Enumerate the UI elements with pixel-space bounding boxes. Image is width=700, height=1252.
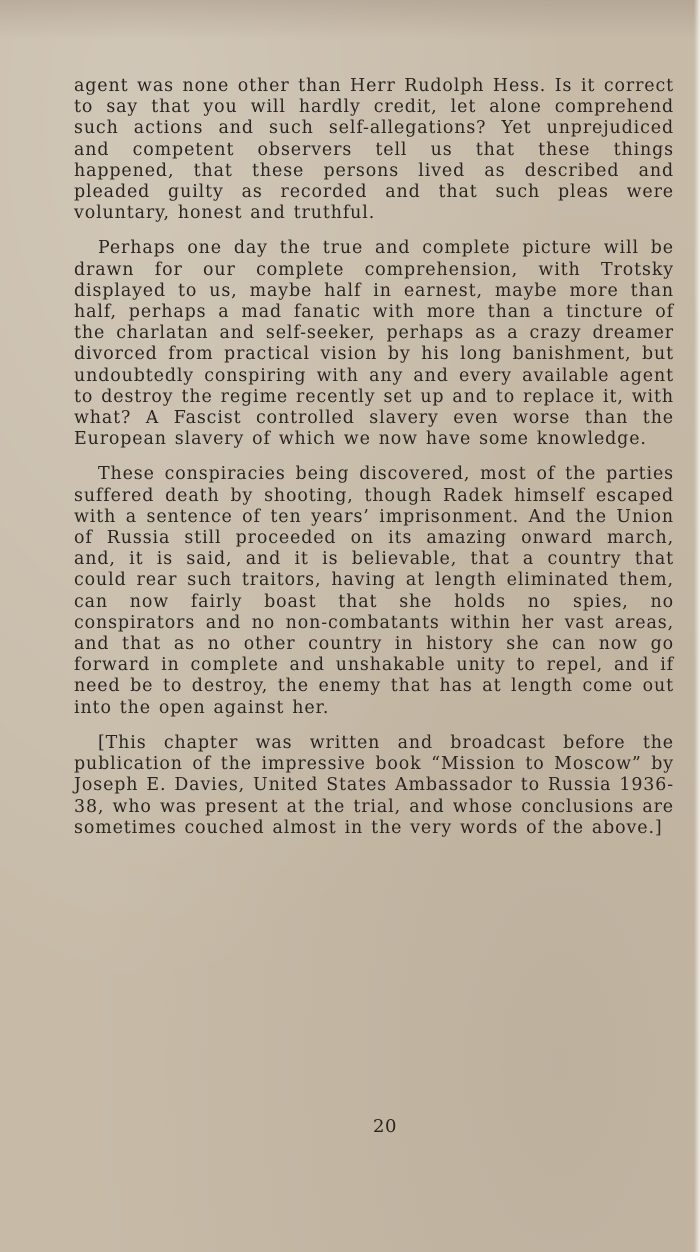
- paragraph-conspiracies: These conspiracies being discovered, most of the parties suffered death by shooting, though Radek himself escaped with a sentence of ten years’ imprisonment. And the Union of Russia still proceeded on its amazing onward march, and, it is said, and it is believable, that a country that could rear such traitors, having at length eliminated them, can now fairly boast that she holds no spies, no conspirators and no non-combatants within her vast areas, and that as no other country in history she can now go forward in complete and unshakable unity to repel, and if need be to destroy, the enemy that has at length come out into the open against her.: [74, 464, 674, 718]
- paragraph-trotsky: Perhaps one day the true and complete picture will be drawn for our complete comprehension, with Trotsky displayed to us, maybe half in earnest, maybe more than half, perhaps a mad fanatic with more than a tincture of the charlatan and self-seeker, perhaps as a crazy dreamer divorced from practical vision by his long banishment, but undoubtedly conspiring with any and every available agent to destroy the regime recently set up and to replace it, with what? A Fascist controlled slavery even worse than the European slavery of which we now have some knowledge.: [74, 238, 674, 450]
- page-right-edge: [694, 0, 700, 1252]
- page-top-shading: [0, 0, 700, 40]
- paragraph-editorial-note: [This chapter was written and broadcast before the publication of the impressive book “Mission to Moscow” by Joseph E. Davies, United States Ambassador to Russia 1936-38, who was present at the trial, and whose conclusions are sometimes couched almost in the very words of the above.]: [74, 732, 674, 838]
- paragraph-continued: agent was none other than Herr Rudolph Hess. Is it correct to say that you will hardly credit, let alone comprehend such actions and such self-allegations? Yet unprejudiced and competent observers tell us that these things happened, that these persons lived as described and pleaded guilty as recorded and that such pleas were voluntary, honest and truthful.: [74, 76, 674, 224]
- page-number: 20: [373, 1116, 397, 1137]
- body-text: [74, 76, 674, 839]
